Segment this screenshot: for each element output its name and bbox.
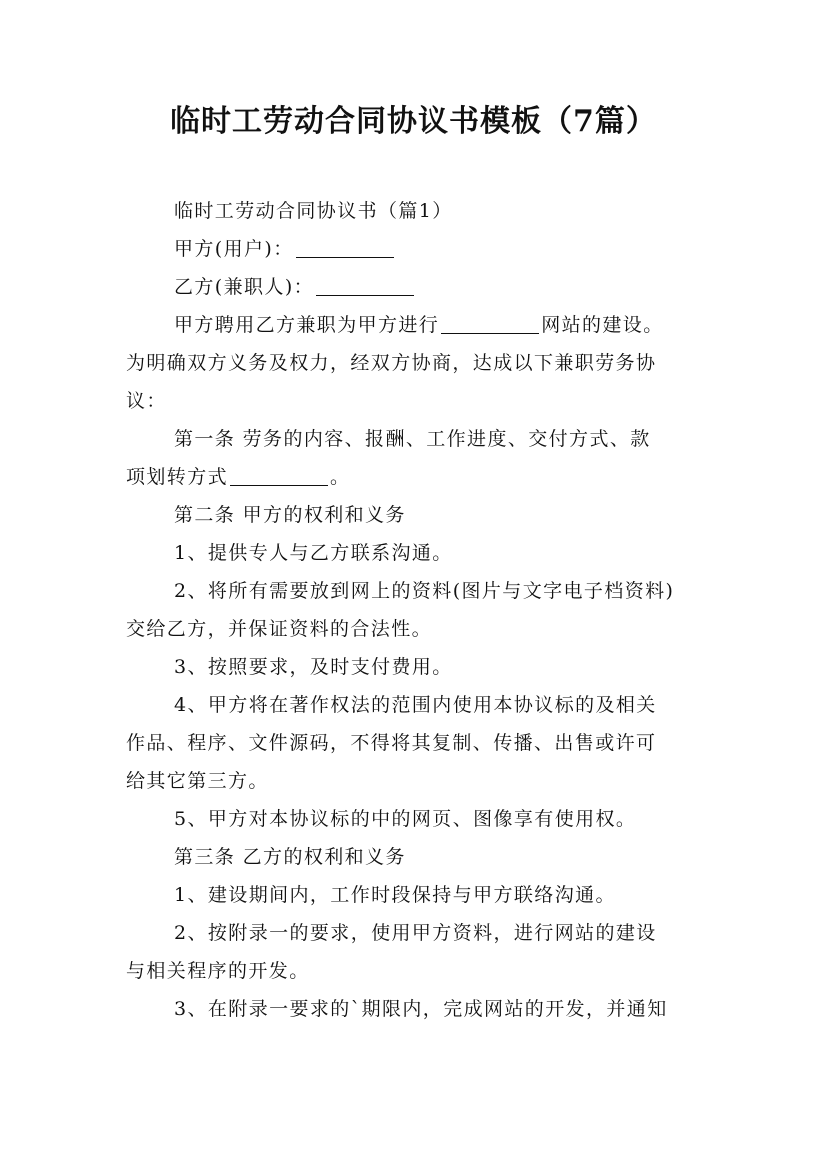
paragraph-line: [126, 762, 706, 800]
paragraph-line: [126, 382, 706, 420]
line-text: 4、甲方将在著作权法的范围内使用本协议标的及相关: [174, 694, 657, 716]
line-text: 5、甲方对本协议标的中的网页、图像享有使用权。: [174, 808, 637, 830]
line-text: 第三条 乙方的权利和义务: [174, 846, 406, 868]
paragraph-line: [126, 800, 706, 838]
line-text-after-blank: 。: [330, 466, 351, 488]
paragraph-line: [126, 192, 706, 230]
line-text: 2、按附录一的要求，使用甲方资料，进行网站的建设: [174, 922, 657, 944]
line-text: 第一条 劳务的内容、报酬、工作进度、交付方式、款: [174, 428, 651, 450]
paragraph-line: [126, 458, 706, 496]
paragraph-line: [126, 952, 706, 990]
paragraph-line: [126, 344, 706, 382]
fill-in-blank: [296, 239, 394, 258]
line-text: 2、将所有需要放到网上的资料(图片与文字电子档资料): [174, 580, 675, 602]
paragraph-line: [126, 724, 706, 762]
fill-in-blank: [441, 315, 539, 334]
line-text: 给其它第三方。: [126, 770, 269, 792]
paragraph-line: [126, 876, 706, 914]
line-text: 项划转方式: [126, 466, 229, 488]
line-text: 甲方(用户)：: [174, 238, 294, 260]
line-text: 1、提供专人与乙方联系沟通。: [174, 542, 453, 564]
paragraph-line: [126, 914, 706, 952]
paragraph-line: [126, 496, 706, 534]
line-text: 第二条 甲方的权利和义务: [174, 504, 406, 526]
line-text: 与相关程序的开发。: [126, 960, 310, 982]
paragraph-line: [126, 648, 706, 686]
fill-in-blank: [230, 467, 328, 486]
line-text: 3、在附录一要求的`期限内，完成网站的开发，并通知: [174, 998, 668, 1020]
line-text: 乙方(兼职人)：: [174, 276, 315, 298]
document-body: [126, 192, 706, 1028]
line-text: 议：: [126, 390, 167, 412]
paragraph-line: [126, 268, 706, 306]
line-text-after-blank: 网站的建设。: [541, 314, 664, 336]
paragraph-line: [126, 230, 706, 268]
line-text: 临时工劳动合同协议书（篇1）: [174, 200, 453, 222]
paragraph-line: [126, 990, 706, 1028]
paragraph-line: [126, 306, 706, 344]
paragraph-line: [126, 610, 706, 648]
line-text: 3、按照要求，及时支付费用。: [174, 656, 453, 678]
paragraph-line: [126, 420, 706, 458]
paragraph-line: [126, 534, 706, 572]
fill-in-blank: [316, 277, 414, 296]
paragraph-line: [126, 572, 706, 610]
line-text: 甲方聘用乙方兼职为甲方进行: [174, 314, 440, 336]
line-text: 交给乙方，并保证资料的合法性。: [126, 618, 433, 640]
paragraph-line: [126, 686, 706, 724]
document-title: 临时工劳动合同协议书模板（7篇）: [170, 104, 657, 139]
paragraph-line: [126, 838, 706, 876]
line-text: 作品、程序、文件源码，不得将其复制、传播、出售或许可: [126, 732, 657, 754]
line-text: 为明确双方义务及权力，经双方协商，达成以下兼职劳务协: [126, 352, 657, 374]
line-text: 1、建设期间内，工作时段保持与甲方联络沟通。: [174, 884, 616, 906]
